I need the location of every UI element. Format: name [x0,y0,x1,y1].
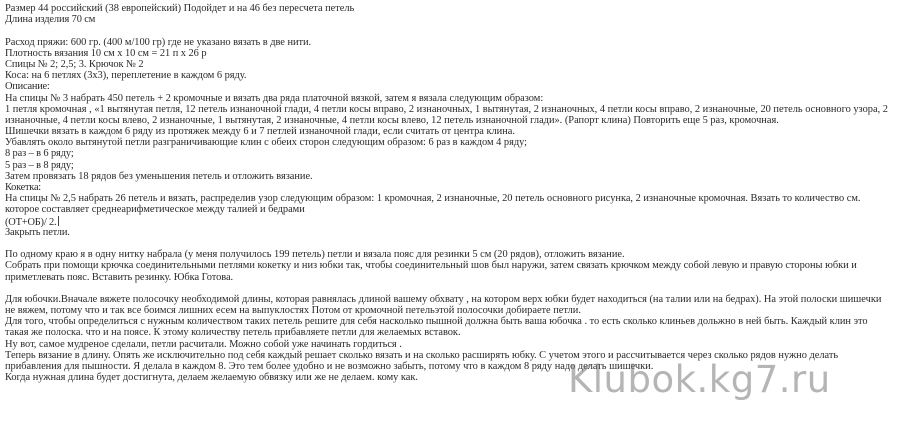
text-line: Теперь вязание в длину. Опять же исключительно под себя каждый решает сколько вязать и на сколько расширять юбку. С учетом этого и рассчитывается через сколько рядов нужно делать [5,349,839,361]
blank-line [5,25,895,36]
text-line: Спицы № 2; 2,5; 3. Крючок № 2 [5,58,144,70]
text-line: Расход пряжи: 600 гр. (400 м/100 гр) где не указано вязать в две нити. [5,36,312,48]
text-line: Длина изделия 70 см [5,14,96,26]
text-line: Затем провязать 18 рядов без уменьшения петель и отложить вязание. [5,170,313,182]
text-line: Коса: на 6 петлях (3х3), переплетение в каждом 6 ряду. [5,70,247,82]
text-line: изнаночные, 4 петли косы влево, 2 изнаночные, 1 вытянутая, 2 изнаночные, 4 петли косы влево, 12 петель изнаночной глади». (Рапорт клина) Повторить еще 5 раз, кромочная. [5,114,779,126]
text-line: Плотность вязания 10 см х 10 см = 21 п х 26 р [5,47,207,59]
text-line: На спицы № 2,5 набрать 26 петель и вязать, распределив узор следующим образом: 1 кромочная, 2 изнаночные, 20 петель основного рисунка, 2 изнаночные кромочная. Вязать то количество см. [5,193,861,205]
text-line: Для юбочки.Вначале вяжете полосочку необходимой длины, которая равнялась длиной вашему обхвату , на котором верх юбки будет находиться (на талии или на бедрах). На этой полоски шишечки [5,293,882,305]
text-line: которое составляет среднеарифметическое между талией и бедрами [5,204,305,216]
text-cursor [58,216,59,226]
site-watermark: Klubok.kg7.ru [568,358,831,401]
text-line: такая же полоска. что и на поясе. К этому количеству петель прибавляете петли для желаемых вставок. [5,327,461,339]
text-line: Шишечки вязать в каждом 6 ряду из протяжек между 6 и 7 петлей изнаночной глади, если считать от центра клина. [5,126,515,138]
text-line: По одному краю я в одну нитку набрала (у меня получилось 199 петель) петли и вязала пояс для резинки 5 см (20 рядов), отложить вязание. [5,249,625,261]
text-line: не вяжем, потому что и так все боимся лишних есем на выпуклостях Потом от кромочной петельэтой полосочки добираете петли. [5,305,581,317]
document-text [5,3,895,383]
section-heading: Описание: [5,81,50,93]
formula-text: (ОТ+ОБ)/ 2. [5,216,57,228]
blank-line [5,283,895,294]
blank-line [5,238,895,249]
text-line: прибавления для пышности. Я делала в каждом 8. Это тем более удобно и не возможно забыть, потому что в каждом 8 ряду надо делать шишечки. [5,361,654,372]
text-line: Ну вот, самое мудреное сделали, петли расчитали. Можно собой уже начинать гордиться . [5,338,402,350]
text-line: Собрать при помощи крючка соединительными петлями кокетку и низ юбки так, чтобы соединительный шов был наружи, затем связать крючком между собой левую и правую стороны юбки и [5,260,857,272]
text-line: 1 петля кромочная , «1 вытянутая петля, 12 петель изнаночной глади, 4 петли косы вправо, 2 изнаночных, 1 вытянутая, 2 изнаночных, 4 петли косы вправо, 2 изнаночные, 20 петель основного узора, 2 [5,103,888,115]
text-line: Размер 44 российский (38 европейский) Подойдет и на 46 без пересчета петель [5,3,355,14]
text-line: 8 раз – в 6 ряду; [5,148,74,160]
text-line: 5 раз – в 8 ряду; [5,159,74,171]
formula-line [5,216,895,227]
text-line: Для того, чтобы определиться с нужным количеством таких петель решите для себя насколько пышной должна быть ваша юбочка . то есть сколько клиньев дольжно в ней быть. Каждый клин это [5,316,868,328]
text-line: Закрыть петли. [5,226,70,238]
text-line: Когда нужная длина будет достигнута, делаем желаемую обвязку или же не делаем. кому как. [5,372,418,384]
text-line: На спицы № 3 набрать 450 петель + 2 кромочные и вязать два ряда платочной вязкой, затем я вязала следующим образом: [5,92,544,104]
text-line: приметлевать пояс. Вставить резинку. Юбка Готова. [5,271,234,283]
section-heading: Кокетка: [5,182,41,193]
text-line: Убавлять около вытянутой петли разграничивающие клин с обеих сторон следующим образом: 6 раз в каждом 4 ряду; [5,137,528,149]
